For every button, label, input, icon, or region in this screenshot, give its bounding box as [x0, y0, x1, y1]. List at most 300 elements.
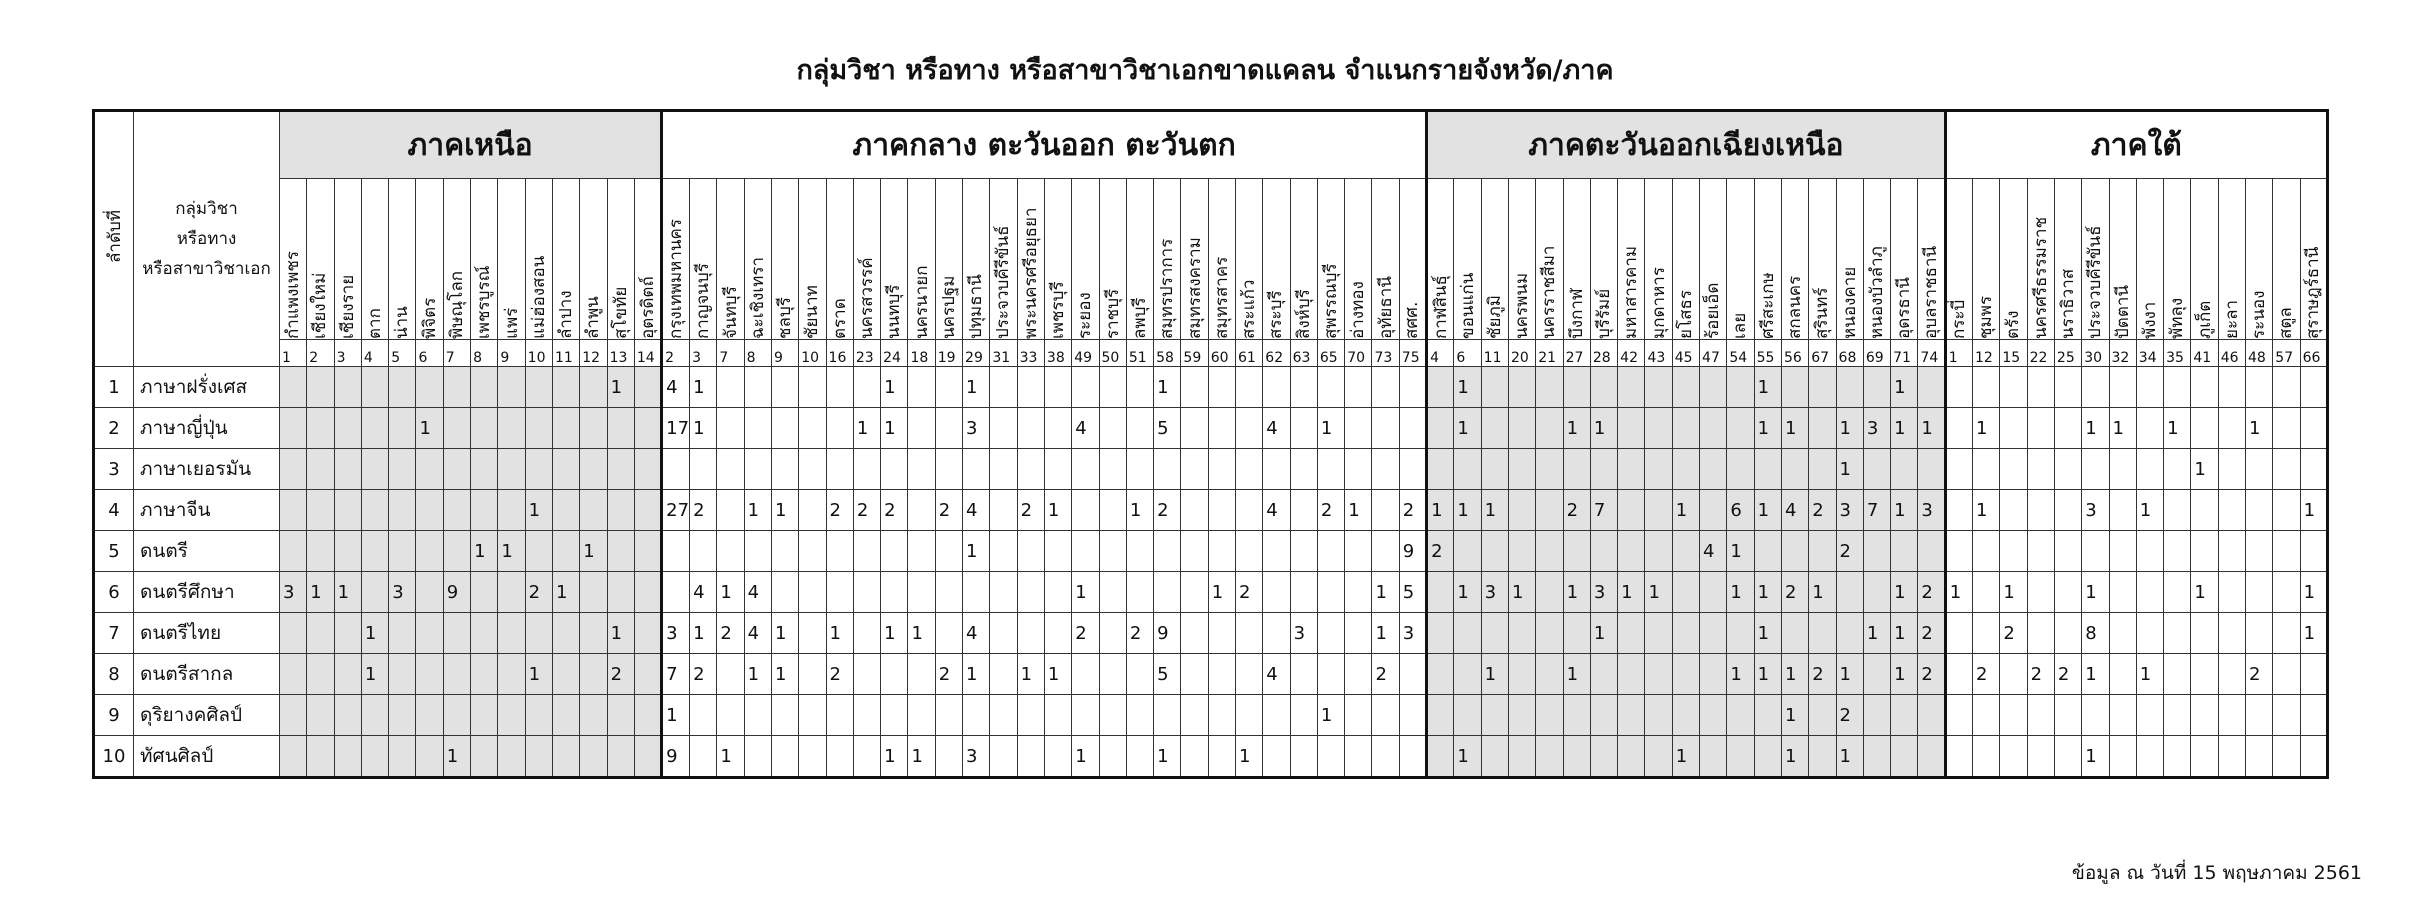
- province-code: 1: [280, 340, 307, 367]
- value-cell: 1: [2300, 572, 2327, 613]
- province-name: สุราษฎร์ธานี: [2303, 246, 2324, 339]
- province-name: กระบี่: [1949, 299, 1970, 339]
- value-cell: [662, 449, 690, 490]
- value-cell: 1: [771, 613, 798, 654]
- value-cell: [634, 490, 661, 531]
- province-code: 34: [2136, 340, 2163, 367]
- value-cell: [1508, 367, 1535, 408]
- value-cell: 1: [607, 613, 634, 654]
- value-cell: [1645, 531, 1672, 572]
- value-cell: 2: [1399, 490, 1426, 531]
- province-name-cell: [1454, 179, 1481, 340]
- subject-header-line: กลุ่มวิชา: [175, 199, 238, 219]
- value-cell: [2191, 490, 2218, 531]
- province-name: อุบลราชธานี: [1921, 245, 1942, 339]
- value-cell: [1208, 654, 1235, 695]
- value-cell: [1590, 449, 1617, 490]
- row-number: 3: [94, 449, 134, 490]
- value-cell: [744, 408, 771, 449]
- value-cell: 1: [1781, 736, 1808, 778]
- value-cell: [416, 613, 443, 654]
- value-cell: [2164, 654, 2191, 695]
- value-cell: [1345, 736, 1372, 778]
- value-cell: [1236, 695, 1263, 736]
- value-cell: [990, 572, 1017, 613]
- value-cell: [2191, 531, 2218, 572]
- province-name-cell: [1263, 179, 1290, 340]
- value-cell: 2: [1809, 490, 1836, 531]
- value-cell: [1945, 736, 1972, 778]
- value-cell: [1017, 613, 1044, 654]
- province-name: สตูล: [2276, 307, 2297, 339]
- value-cell: 2: [525, 572, 552, 613]
- value-cell: [2300, 654, 2327, 695]
- row-number: 4: [94, 490, 134, 531]
- value-cell: [607, 449, 634, 490]
- province-code: 3: [690, 340, 717, 367]
- province-name-cell: [1181, 179, 1208, 340]
- value-cell: [881, 695, 908, 736]
- value-cell: [1536, 449, 1563, 490]
- value-cell: 3: [662, 613, 690, 654]
- value-cell: [1072, 367, 1099, 408]
- value-cell: [2109, 367, 2136, 408]
- value-cell: 1: [744, 490, 771, 531]
- value-cell: [580, 613, 607, 654]
- value-cell: 1: [771, 654, 798, 695]
- value-cell: [2300, 408, 2327, 449]
- value-cell: [799, 572, 826, 613]
- value-cell: 1: [717, 572, 744, 613]
- province-code: 9: [498, 340, 525, 367]
- value-cell: [2218, 736, 2245, 778]
- value-cell: [2245, 572, 2272, 613]
- value-cell: [2273, 572, 2300, 613]
- province-name-cell: [881, 179, 908, 340]
- value-cell: [1208, 408, 1235, 449]
- province-name-cell: [361, 179, 388, 340]
- value-cell: [799, 695, 826, 736]
- page-title: กลุ่มวิชา หรือทาง หรือสาขาวิชาเอกขาดแคลน จำแนกรายจังหวัด/ภาค: [796, 55, 1614, 86]
- value-cell: 1: [963, 531, 990, 572]
- value-cell: [280, 654, 307, 695]
- value-cell: 1: [1590, 408, 1617, 449]
- province-name: อุทัยธานี: [1375, 276, 1396, 339]
- value-cell: [389, 449, 416, 490]
- value-cell: [552, 736, 579, 778]
- value-cell: [1918, 695, 1945, 736]
- value-cell: [1290, 449, 1317, 490]
- value-cell: [2109, 572, 2136, 613]
- province-name: สมุทรสาคร: [1211, 256, 1232, 339]
- value-cell: [2054, 449, 2081, 490]
- value-cell: [471, 695, 498, 736]
- value-cell: [2245, 449, 2272, 490]
- value-cell: [498, 490, 525, 531]
- province-name-cell: [1700, 179, 1727, 340]
- value-cell: [990, 408, 1017, 449]
- value-cell: 1: [1126, 490, 1153, 531]
- value-cell: [1700, 490, 1727, 531]
- value-cell: [1154, 531, 1181, 572]
- value-cell: [2273, 449, 2300, 490]
- value-cell: [908, 695, 935, 736]
- value-cell: [1618, 531, 1645, 572]
- value-cell: [2000, 531, 2027, 572]
- value-cell: [826, 531, 853, 572]
- value-cell: [2218, 613, 2245, 654]
- value-cell: 1: [1481, 654, 1508, 695]
- value-cell: [498, 449, 525, 490]
- value-cell: [607, 695, 634, 736]
- table-row: [94, 449, 2328, 490]
- value-cell: [280, 531, 307, 572]
- province-code: 48: [2245, 340, 2272, 367]
- province-name: สุรินทร์: [1812, 287, 1833, 339]
- value-cell: [361, 449, 388, 490]
- value-cell: [389, 490, 416, 531]
- value-cell: 1: [525, 490, 552, 531]
- province-name-cell: [771, 179, 798, 340]
- value-cell: [2054, 736, 2081, 778]
- province-code: 59: [1181, 340, 1208, 367]
- value-cell: [717, 654, 744, 695]
- value-cell: 3: [1918, 490, 1945, 531]
- value-cell: [2164, 736, 2191, 778]
- value-cell: [1645, 367, 1672, 408]
- value-cell: [662, 531, 690, 572]
- province-name: มุกดาหาร: [1648, 267, 1669, 339]
- value-cell: [1700, 654, 1727, 695]
- value-cell: [1317, 613, 1344, 654]
- value-cell: [2054, 367, 2081, 408]
- province-code: 6: [1454, 340, 1481, 367]
- value-cell: [334, 531, 361, 572]
- value-cell: [389, 695, 416, 736]
- value-cell: [771, 408, 798, 449]
- province-name: ปัตตานี: [2112, 284, 2133, 339]
- province-code: 5: [389, 340, 416, 367]
- value-cell: [771, 531, 798, 572]
- value-cell: [908, 531, 935, 572]
- province-name: ประจวบคีรีขันธ์: [993, 225, 1014, 339]
- value-cell: [1017, 408, 1044, 449]
- province-code: 2: [662, 340, 690, 367]
- value-cell: [334, 449, 361, 490]
- value-cell: [2273, 367, 2300, 408]
- value-cell: 1: [1236, 736, 1263, 778]
- value-cell: 9: [1154, 613, 1181, 654]
- value-cell: 5: [1399, 572, 1426, 613]
- province-name: ฉะเชิงเทรา: [747, 256, 768, 339]
- value-cell: [1044, 736, 1071, 778]
- value-cell: [1781, 531, 1808, 572]
- value-cell: [1345, 408, 1372, 449]
- value-cell: [1454, 695, 1481, 736]
- value-cell: 1: [443, 736, 470, 778]
- value-cell: [799, 613, 826, 654]
- value-cell: [2136, 408, 2163, 449]
- value-cell: [307, 613, 334, 654]
- province-name-cell: [690, 179, 717, 340]
- value-cell: 1: [1208, 572, 1235, 613]
- value-cell: [443, 490, 470, 531]
- value-cell: [744, 449, 771, 490]
- value-cell: [1372, 736, 1399, 778]
- value-cell: [935, 449, 962, 490]
- value-cell: [799, 531, 826, 572]
- value-cell: [2109, 449, 2136, 490]
- value-cell: 2: [1072, 613, 1099, 654]
- value-cell: [2191, 695, 2218, 736]
- table-row: [94, 695, 2328, 736]
- value-cell: 1: [334, 572, 361, 613]
- value-cell: [280, 736, 307, 778]
- value-cell: [1508, 654, 1535, 695]
- province-code: 57: [2273, 340, 2300, 367]
- value-cell: [1973, 367, 2000, 408]
- value-cell: [1427, 736, 1454, 778]
- value-cell: [471, 613, 498, 654]
- province-name: ชัยภูมิ: [1484, 295, 1505, 339]
- value-cell: [1809, 695, 1836, 736]
- value-cell: [307, 449, 334, 490]
- province-name-cell: [963, 179, 990, 340]
- value-cell: [1317, 736, 1344, 778]
- value-cell: [1618, 695, 1645, 736]
- value-cell: 1: [1154, 736, 1181, 778]
- value-cell: [334, 654, 361, 695]
- value-cell: [334, 736, 361, 778]
- value-cell: 1: [2191, 449, 2218, 490]
- province-code: 56: [1781, 340, 1808, 367]
- value-cell: [1263, 613, 1290, 654]
- value-cell: [853, 695, 880, 736]
- value-cell: [853, 367, 880, 408]
- value-cell: [2191, 613, 2218, 654]
- value-cell: 1: [552, 572, 579, 613]
- value-cell: [634, 654, 661, 695]
- province-name-cell: [2082, 179, 2109, 340]
- province-name: บุรีรัมย์: [1594, 288, 1614, 339]
- value-cell: [1154, 449, 1181, 490]
- value-cell: [498, 695, 525, 736]
- value-cell: [2273, 695, 2300, 736]
- value-cell: [1263, 367, 1290, 408]
- province-name-cell: [1099, 179, 1126, 340]
- value-cell: 1: [498, 531, 525, 572]
- value-cell: [990, 531, 1017, 572]
- province-name: อุตรดิตถ์: [637, 276, 658, 339]
- value-cell: [361, 736, 388, 778]
- province-code: 25: [2054, 340, 2081, 367]
- value-cell: [1727, 367, 1754, 408]
- province-code: 73: [1372, 340, 1399, 367]
- province-code: 35: [2164, 340, 2191, 367]
- province-code: 8: [744, 340, 771, 367]
- value-cell: [334, 408, 361, 449]
- value-cell: [498, 572, 525, 613]
- province-code: 9: [771, 340, 798, 367]
- value-cell: [2164, 449, 2191, 490]
- value-cell: 1: [1645, 572, 1672, 613]
- value-cell: [2218, 490, 2245, 531]
- value-cell: [2000, 736, 2027, 778]
- value-cell: [1645, 449, 1672, 490]
- value-cell: 1: [2082, 736, 2109, 778]
- value-cell: [1345, 613, 1372, 654]
- index-header: [94, 111, 134, 367]
- province-name-cell: [1481, 179, 1508, 340]
- value-cell: [990, 695, 1017, 736]
- value-cell: [389, 531, 416, 572]
- value-cell: [2109, 531, 2136, 572]
- value-cell: [1481, 613, 1508, 654]
- value-cell: 1: [1317, 695, 1344, 736]
- province-code: 12: [580, 340, 607, 367]
- value-cell: [1645, 613, 1672, 654]
- province-name-cell: [1126, 179, 1153, 340]
- value-cell: [2000, 449, 2027, 490]
- province-name-cell: [1399, 179, 1426, 340]
- value-cell: [1836, 367, 1863, 408]
- value-cell: [1973, 613, 2000, 654]
- value-cell: [1508, 408, 1535, 449]
- value-cell: [2218, 695, 2245, 736]
- value-cell: 1: [1945, 572, 1972, 613]
- value-cell: [1563, 367, 1590, 408]
- value-cell: [2245, 613, 2272, 654]
- value-cell: 2: [717, 613, 744, 654]
- value-cell: 1: [1454, 408, 1481, 449]
- value-cell: [2218, 367, 2245, 408]
- value-cell: [1672, 613, 1699, 654]
- value-cell: [1945, 613, 1972, 654]
- value-cell: [1427, 367, 1454, 408]
- value-cell: 1: [1454, 490, 1481, 531]
- province-name-cell: [1918, 179, 1945, 340]
- value-cell: 1: [1891, 490, 1918, 531]
- value-cell: [1618, 736, 1645, 778]
- value-cell: [1536, 572, 1563, 613]
- value-cell: [416, 695, 443, 736]
- value-cell: [935, 695, 962, 736]
- province-code: 41: [2191, 340, 2218, 367]
- value-cell: [334, 695, 361, 736]
- value-cell: [2273, 613, 2300, 654]
- value-cell: [771, 572, 798, 613]
- value-cell: [799, 449, 826, 490]
- province-code: 14: [634, 340, 661, 367]
- value-cell: 1: [1372, 613, 1399, 654]
- value-cell: 4: [1700, 531, 1727, 572]
- province-name: เพชรบุรี: [1048, 281, 1069, 339]
- value-cell: 3: [1290, 613, 1317, 654]
- value-cell: [1345, 367, 1372, 408]
- value-cell: [2000, 408, 2027, 449]
- value-cell: 2: [1427, 531, 1454, 572]
- value-cell: 1: [1836, 736, 1863, 778]
- value-cell: [1727, 695, 1754, 736]
- value-cell: [416, 367, 443, 408]
- value-cell: [2164, 490, 2191, 531]
- value-cell: [1208, 531, 1235, 572]
- value-cell: [1945, 654, 1972, 695]
- value-cell: [2027, 367, 2054, 408]
- value-cell: [1645, 736, 1672, 778]
- value-cell: [1126, 736, 1153, 778]
- row-number: 8: [94, 654, 134, 695]
- value-cell: 2: [1563, 490, 1590, 531]
- value-cell: 2: [1918, 572, 1945, 613]
- row-number: 1: [94, 367, 134, 408]
- value-cell: [2273, 408, 2300, 449]
- province-code: 49: [1072, 340, 1099, 367]
- value-cell: [1399, 449, 1426, 490]
- province-code: 20: [1508, 340, 1535, 367]
- value-cell: [881, 572, 908, 613]
- value-cell: [361, 490, 388, 531]
- value-cell: [280, 408, 307, 449]
- value-cell: [1181, 613, 1208, 654]
- value-cell: 1: [361, 654, 388, 695]
- province-name-cell: [1208, 179, 1235, 340]
- province-code: 6: [416, 340, 443, 367]
- value-cell: 1: [881, 736, 908, 778]
- value-cell: [471, 490, 498, 531]
- value-cell: [1263, 695, 1290, 736]
- value-cell: [2109, 613, 2136, 654]
- province-code: 1: [1945, 340, 1972, 367]
- province-name: นครนายก: [911, 265, 932, 339]
- value-cell: 1: [1317, 408, 1344, 449]
- value-cell: [1454, 531, 1481, 572]
- value-cell: 1: [1044, 654, 1071, 695]
- value-cell: [935, 408, 962, 449]
- value-cell: [1700, 408, 1727, 449]
- province-name-cell: [1645, 179, 1672, 340]
- value-cell: [2027, 408, 2054, 449]
- subject-name: ดนตรี: [134, 531, 280, 572]
- value-cell: [1508, 695, 1535, 736]
- value-cell: [389, 408, 416, 449]
- value-cell: [471, 367, 498, 408]
- value-cell: [744, 367, 771, 408]
- table-row: [94, 490, 2328, 531]
- value-cell: 1: [1781, 408, 1808, 449]
- value-cell: 1: [881, 367, 908, 408]
- province-name: ระนอง: [2249, 290, 2270, 339]
- value-cell: 7: [1863, 490, 1890, 531]
- province-code: 16: [826, 340, 853, 367]
- value-cell: [1181, 367, 1208, 408]
- province-code: 65: [1317, 340, 1344, 367]
- value-cell: [2136, 367, 2163, 408]
- value-cell: [1427, 408, 1454, 449]
- value-cell: [799, 367, 826, 408]
- value-cell: [2082, 695, 2109, 736]
- value-cell: [389, 654, 416, 695]
- value-cell: [1317, 449, 1344, 490]
- province-code: 38: [1044, 340, 1071, 367]
- value-cell: [2164, 613, 2191, 654]
- value-cell: [1754, 531, 1781, 572]
- province-name-cell: [471, 179, 498, 340]
- value-cell: [908, 408, 935, 449]
- value-cell: [580, 654, 607, 695]
- value-cell: [2136, 572, 2163, 613]
- value-cell: [2273, 531, 2300, 572]
